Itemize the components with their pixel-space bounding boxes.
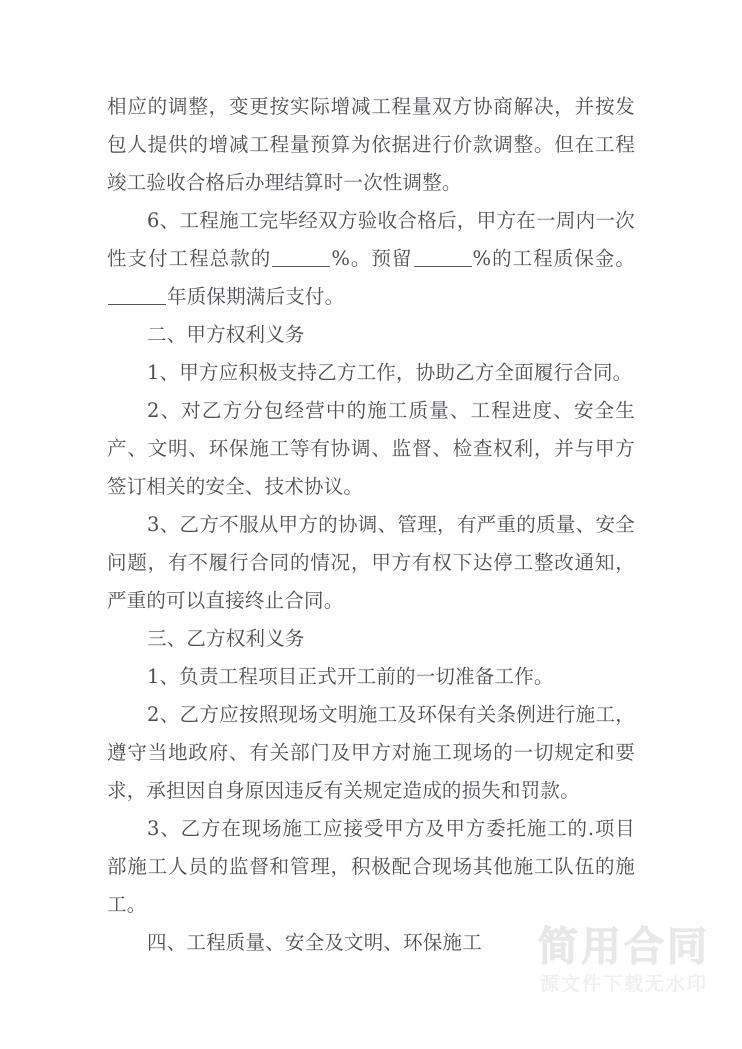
blank-field-percent-payment[interactable] (272, 249, 330, 267)
watermark-tagline: 源文件下载无水印 (539, 973, 708, 996)
item-6-text-before-blank-1: 6、工程施工完毕经双方验收合格后，甲方在一周内一次性支付工程总款的 (107, 209, 635, 270)
item-6-text-between-blank-2-3: %的工程质保金。 (472, 247, 635, 270)
paragraph-s3-item-1: 1、负责工程项目正式开工前的一切准备工作。 (147, 665, 554, 688)
paragraph-s3-item-2: 2、乙方应按照现场文明施工及环保有关条例进行施工，遵守当地政府、有关部门及甲方对施工现场的一切规定和要求，承担因自身原因违反有关规定造成的损失和罚款。 (107, 703, 635, 802)
section-heading-party-b-rights: 三、乙方权利义务 (147, 627, 305, 650)
section-heading-party-a-rights: 二、甲方权利义务 (147, 323, 305, 346)
section-heading-quality-safety: 四、工程质量、安全及文明、环保施工 (147, 931, 482, 954)
blank-field-warranty-years[interactable] (108, 287, 166, 305)
paragraph-s2-item-3: 3、乙方不服从甲方的协调、管理，有严重的质量、安全问题，有不履行合同的情况，甲方有权下达停工整改通知，严重的可以直接终止合同。 (107, 513, 635, 612)
item-6-text-between-blank-1-2: %。预留 (331, 247, 413, 270)
item-6-text-after-blank-3: 年质保期满后支付。 (167, 285, 345, 308)
paragraph-s2-item-1: 1、甲方应积极支持乙方工作，协助乙方全面履行合同。 (147, 361, 633, 384)
paragraph-item-6-payment (107, 202, 635, 316)
paragraph-price-adjustment: 相应的调整，变更按实际增减工程量双方协商解决，并按发包人提供的增减工程量预算为依据进行价款调整。但在工程竣工验收合格后办理结算时一次性调整。 (107, 95, 635, 194)
paragraph-s3-item-3: 3、乙方在现场施工应接受甲方及甲方委托施工的.项目部施工人员的监督和管理，积极配合现场其他施工队伍的施工。 (107, 817, 635, 916)
blank-field-percent-retention[interactable] (414, 249, 472, 267)
document-body (107, 88, 635, 962)
paragraph-s2-item-2: 2、对乙方分包经营中的施工质量、工程进度、安全生产、文明、环保施工等有协调、监督、检查权利，并与甲方签订相关的安全、技术协议。 (107, 399, 635, 498)
watermark-brand: 简用合同 (538, 924, 710, 971)
